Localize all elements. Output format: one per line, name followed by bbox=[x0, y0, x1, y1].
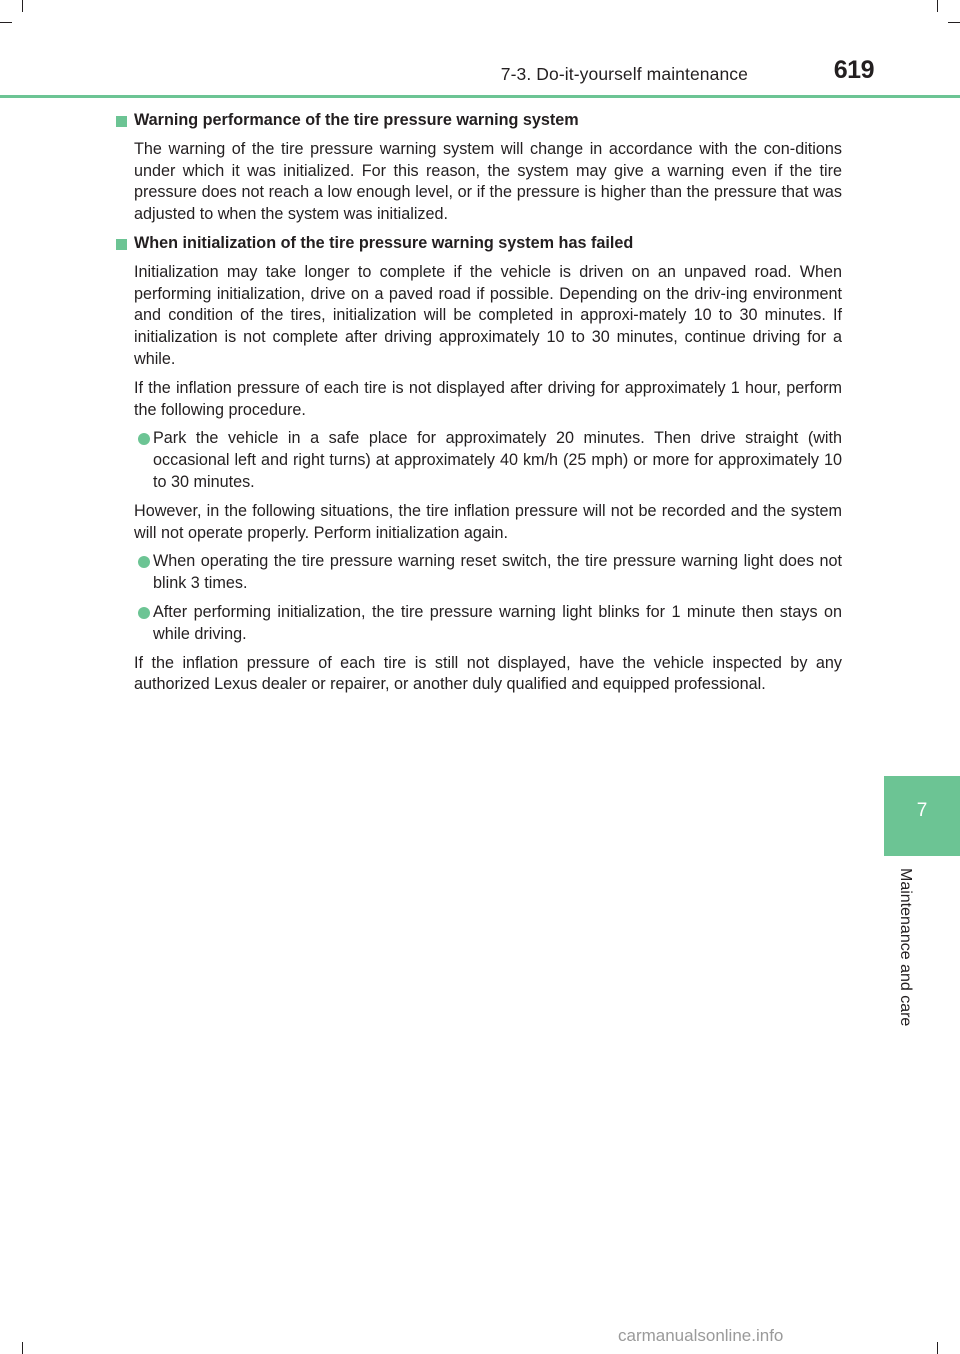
page-content bbox=[116, 110, 842, 703]
header-rule bbox=[0, 95, 960, 98]
paragraph: Initialization may take longer to complete if the vehicle is driven on an unpaved road. When performing initialization, drive on a paved road if possible. Depending on the driv-ing environment and condition of the tires, initialization will be completed in approxi-mately 10 to 30 minutes. If initialization is not complete after driving approximately 10 to 30 minutes, continue driving for a while. bbox=[134, 262, 842, 368]
bullet-text: After performing initialization, the tire pressure warning light blinks for 1 minute then stays on while driving. bbox=[153, 602, 842, 643]
crop-mark bbox=[22, 0, 23, 12]
watermark: carmanualsonline.info bbox=[618, 1326, 784, 1345]
heading-text: When initialization of the tire pressure warning system has failed bbox=[134, 233, 634, 252]
paragraph: If the inflation pressure of each tire is not displayed after driving for approximately 1 hour, perform the following procedure. bbox=[134, 378, 842, 419]
section-title: 7-3. Do-it-yourself maintenance bbox=[500, 64, 748, 84]
crop-mark bbox=[937, 1342, 938, 1354]
square-bullet-icon bbox=[116, 116, 127, 127]
section-heading bbox=[116, 233, 842, 255]
page-number: 619 bbox=[833, 56, 874, 84]
chapter-label: Maintenance and care bbox=[897, 868, 914, 1027]
crop-mark bbox=[0, 22, 12, 23]
section-heading bbox=[116, 110, 842, 132]
chapter-tab: 7 bbox=[884, 776, 960, 856]
circle-bullet-icon bbox=[138, 433, 150, 445]
circle-bullet-icon bbox=[138, 556, 150, 568]
paragraph: However, in the following situations, the tire inflation pressure will not be recorded and the system will not operate properly. Perform initialization again. bbox=[134, 501, 842, 542]
crop-mark bbox=[22, 1342, 23, 1354]
bullet-item bbox=[116, 428, 842, 493]
bullet-text: Park the vehicle in a safe place for approximately 20 minutes. Then drive straight (with occasional left and right turns) at approximately 40 km/h (25 mph) or more for approximately 10 to 30 minutes. bbox=[153, 429, 842, 491]
bullet-text: When operating the tire pressure warning reset switch, the tire pressure warning light does not blink 3 times. bbox=[153, 552, 842, 593]
crop-mark bbox=[937, 0, 938, 12]
crop-mark bbox=[948, 22, 960, 23]
paragraph: The warning of the tire pressure warning system will change in accordance with the con-ditions under which it was initialized. For this reason, the system may give a warning even if the tire pressure does not reach a low enough level, or if the pressure is higher than the pressure that was adjusted to when the system was initialized. bbox=[134, 139, 842, 224]
heading-text: Warning performance of the tire pressure warning system bbox=[134, 111, 579, 129]
bullet-item bbox=[116, 551, 842, 595]
circle-bullet-icon bbox=[138, 607, 150, 619]
square-bullet-icon bbox=[116, 239, 127, 250]
paragraph: If the inflation pressure of each tire is still not displayed, have the vehicle inspected by any authorized Lexus dealer or repairer, or another duly qualified and equipped professional. bbox=[134, 653, 842, 694]
bullet-item bbox=[116, 602, 842, 646]
